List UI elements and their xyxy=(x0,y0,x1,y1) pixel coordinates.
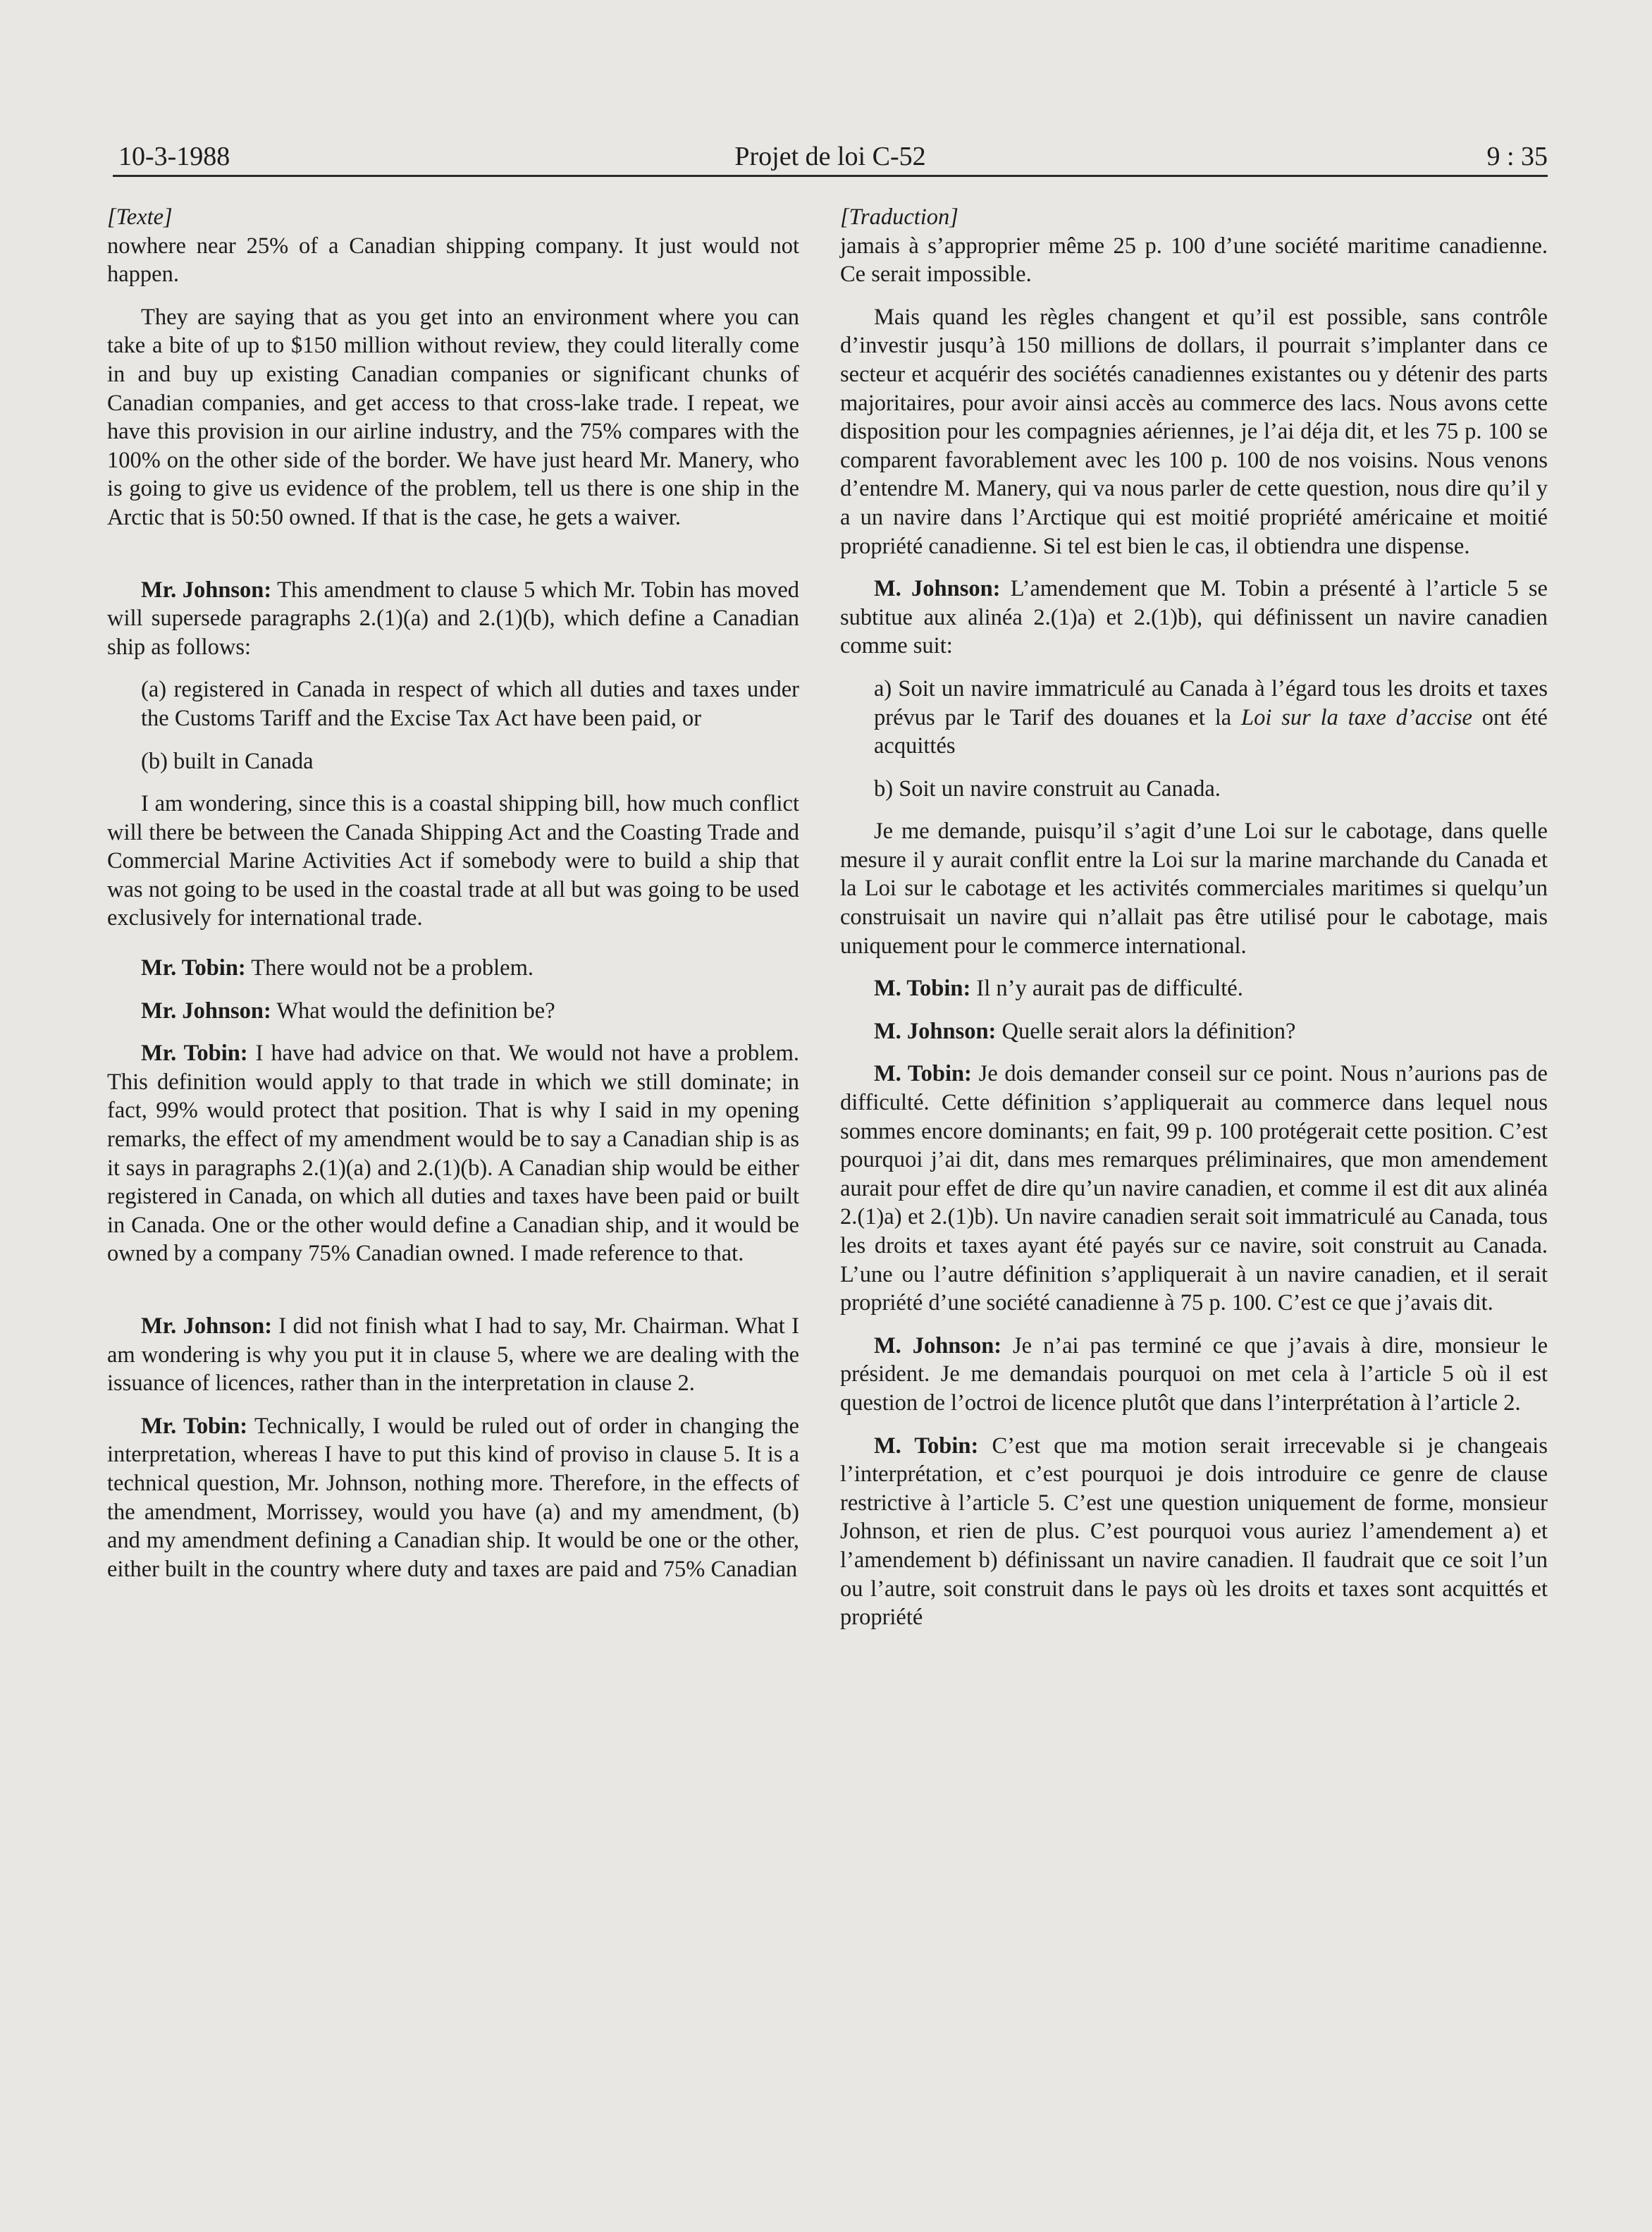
paragraph: Je me demande, puisqu’il s’agit d’une Loi sur le cabotage, dans quelle mesure il y aurait conflit entre la Loi sur la marine marchande du Canada et la Loi sur le cabotage et les activités commerciales maritimes si quelqu’un construisait un navire qui n’allait pas être utilisé pour le cabotage, mais uniquement pour le commerce international. xyxy=(840,818,1548,959)
speech-paragraph xyxy=(840,1432,1548,1632)
speech-text: I did not finish what I had to say, Mr. Chairman. What I am wondering is why you put it in clause 5, where we are dealing with the issuance of licences, rather than in the interpretation in clause 2. xyxy=(107,1313,800,1397)
paragraph: Mais quand les règles changent et qu’il est possible, sans contrôle d’investir jusqu’à 150 millions de dollars, il pourrait s’implanter dans ce secteur et acquérir des sociétés canadiennes existantes ou y détenir des parts majoritaires, pour avoir ainsi accès au commerce des lacs. Nous avons cette disposition pour les compagnies aériennes, je l’ai déja dit, et les 75 p. 100 se comparent favorablement avec les 100 p. 100 de nos voisins. Nous venons d’entendre M. Manery, qui va nous parler de cette question, nous dire qu’il y a un navire dans l’Arctique qui est moitié propriété américaine et moitié propriété canadienne. Si tel est bien le cas, il obtiendra une dispense. xyxy=(840,304,1548,559)
item-text: ont été acquittés xyxy=(874,704,1548,759)
english-column xyxy=(107,203,799,1583)
speech-text: Quelle serait alors la définition? xyxy=(996,1018,1296,1044)
speaker-name: Mr. Tobin: xyxy=(141,1041,248,1067)
speaker-name: M. Johnson: xyxy=(874,1332,1002,1359)
speaker-name: M. Tobin: xyxy=(874,1433,979,1459)
speech-text: Il n’y aurait pas de difficulté. xyxy=(970,976,1243,1002)
speech-text: L’amendement que M. Tobin a présenté à l’article 5 se subtitue aux alinéa 2.(1)a) et 2.(1)b), qui définissent un navire canadien comme suit: xyxy=(840,576,1548,659)
page-header xyxy=(113,138,1548,177)
speaker-name: M. Tobin: xyxy=(874,1061,972,1087)
definition-item-b: (b) built in Canada xyxy=(141,748,314,774)
paragraph: nowhere near 25% of a Canadian shipping company. It just would not happen. xyxy=(107,233,799,288)
speech-text: Je dois demander conseil sur ce point. Nous n’aurions pas de difficulté. Cette définition s’appliquerait au commerce dans lequel nous sommes encore dominants; en fait, 99 p. 100 protégerait cette position. C’est pourquoi j’ai dit, dans mes remarques préliminaires, que mon amendement aurait pour effet de dire qu’un navire canadien, et comme il est dit aux alinéa 2.(1)a) et 2.(1)b). Un navire canadien serait soit immatriculé au Canada, tous les droits et taxes ayant été payés sur ce navire, soit construit au Canada. L’une ou l’autre définition s’appliquerait à un navire canadien, et il serait propriété d’une société canadienne à 75 p. 100. C’est ce que j’avais dit. xyxy=(840,1061,1548,1316)
speaker-name: M. Johnson: xyxy=(874,1018,997,1044)
speech-paragraph xyxy=(840,1017,1548,1046)
paragraph: They are saying that as you get into an environment where you can take a bite of up to $150 million without review, they could literally come in and buy up existing Canadian companies or significant chunks of Canadian companies, and get access to that cross-lake trade. I repeat, we have this provision in our airline industry, and the 75% compares with the 100% on the other side of the border. We have just heard Mr. Manery, who is going to give us evidence of the problem, tell us there is one ship in the Arctic that is 50:50 owned. If that is the case, he gets a waiver. xyxy=(107,304,799,530)
speaker-name: Mr. Johnson: xyxy=(141,998,271,1024)
speech-paragraph xyxy=(107,1312,799,1398)
header-page-number: 9 : 35 xyxy=(1486,142,1548,171)
item-text: a) Soit un navire immatriculé au Canada à l’égard tous les droits et taxes prévus par le Tarif des douanes et la xyxy=(874,675,1548,730)
speaker-name: Mr. Johnson: xyxy=(141,1313,273,1339)
section-tag: [Traduction] xyxy=(840,204,958,230)
speech-text: There would not be a problem. xyxy=(245,955,534,981)
speech-text: I have had advice on that. We would not have a problem. This definition would apply to that trade in which we still dominate; in fact, 99% would protect that position. That is why I said in my opening remarks, the effect of my amendment would be to say a Canadian ship is as it says in paragraphs 2.(1)(a) and 2.(1)(b). A Canadian ship would be either registered in Canada, on which all duties and taxes have been paid or built in Canada. One or the other would define a Canadian ship, and it would be owned by a company 75% Canadian owned. I made reference to that. xyxy=(107,1041,799,1267)
speaker-name: Mr. Johnson: xyxy=(141,577,272,603)
speech-paragraph xyxy=(107,954,799,983)
speech-text: Je n’ai pas terminé ce que j’avais à dire, monsieur le président. Je me demandais pourquoi on met cela à l’article 5 où il est question de l’octroi de licence plutôt que dans l’interprétation à l’article 2. xyxy=(840,1332,1548,1416)
paragraph: jamais à s’approprier même 25 p. 100 d’une société maritime canadienne. Ce serait impossible. xyxy=(840,233,1548,288)
speech-text: Technically, I would be ruled out of order in changing the interpretation, whereas I have to put this kind of proviso in clause 5. It is a technical question, Mr. Johnson, nothing more. Therefore, in the effects of the amendment, Morrissey, would you have (a) and my amendment, (b) and my amendment defining a Canadian ship. It would be one or the other, either built in the country where duty and taxes are paid and 75% Canadian xyxy=(107,1413,799,1582)
speech-text: This amendment to clause 5 which Mr. Tobin has moved will supersede paragraphs 2.(1)(a) and 2.(1)(b), which define a Canadian ship as follows: xyxy=(107,577,799,660)
speech-paragraph xyxy=(107,1412,799,1584)
definition-item-a xyxy=(840,675,1548,761)
speaker-name: M. Tobin: xyxy=(874,976,971,1002)
header-title: Projet de loi C-52 xyxy=(734,142,926,171)
french-column xyxy=(840,203,1548,1632)
speech-paragraph xyxy=(107,576,799,662)
speech-paragraph xyxy=(107,1039,799,1268)
speech-paragraph xyxy=(840,1332,1548,1418)
paragraph: I am wondering, since this is a coastal shipping bill, how much conflict will there be between the Canada Shipping Act and the Coasting Trade and Commercial Marine Activities Act if somebody were to build a ship that was not going to be used in the coastal trade at all but was going to be used exclusively for international trade. xyxy=(107,791,799,931)
speech-paragraph xyxy=(840,974,1548,1003)
definition-item-a: (a) registered in Canada in respect of which all duties and taxes under the Customs Tariff and the Excise Tax Act have been paid, or xyxy=(141,677,799,731)
speech-text: C’est que ma motion serait irrecevable si je changeais l’interprétation, et c’est pourquoi je dois introduire ce genre de clause restrictive à l’article 5. C’est une question uniquement de forme, monsieur Johnson, et rien de plus. C’est pourquoi vous auriez l’amendement a) et l’amendement b) définissant un navire canadien. Il faudrait que ce soit l’un ou l’autre, soit construit dans le pays où les droits et taxes sont acquittés et propriété xyxy=(840,1433,1548,1631)
speech-paragraph xyxy=(840,1060,1548,1317)
speaker-name: M. Johnson: xyxy=(874,576,1001,602)
speech-text: What would the definition be? xyxy=(271,998,555,1024)
speaker-name: Mr. Tobin: xyxy=(141,1413,248,1439)
speech-paragraph xyxy=(840,575,1548,661)
speaker-name: Mr. Tobin: xyxy=(141,955,246,981)
section-tag: [Texte] xyxy=(107,204,173,230)
act-title: Loi sur la taxe d’accise xyxy=(1241,704,1472,730)
definition-item-b: b) Soit un navire construit au Canada. xyxy=(874,775,1221,802)
speech-paragraph xyxy=(107,997,799,1026)
header-date: 10-3-1988 xyxy=(118,142,230,171)
